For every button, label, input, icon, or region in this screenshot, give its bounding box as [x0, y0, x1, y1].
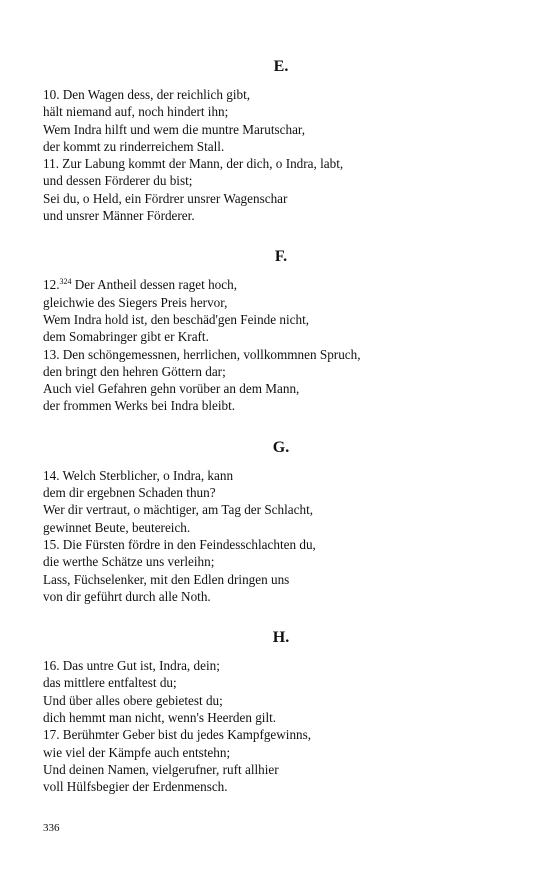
section-heading: E.	[273, 58, 289, 75]
verse-line: der kommt zu rinderreichem Stall.	[43, 138, 225, 154]
verse-line: wie viel der Kämpfe auch entstehn;	[43, 744, 231, 760]
verse-line: dem Somabringer gibt er Kraft.	[43, 329, 209, 345]
verse-line: gewinnet Beute, beutereich.	[43, 519, 191, 535]
verse-line: der frommen Werks bei Indra bleibt.	[43, 398, 236, 414]
verse-line: Auch viel Gefahren gehn vorüber an dem Mann,	[43, 381, 300, 397]
verse-line	[43, 276, 513, 293]
verse-line: 11. Zur Labung kommt der Mann, der dich, o Indra, labt,	[43, 156, 344, 172]
poem-page	[43, 56, 513, 818]
verse-line: 13. Den schöngemessnen, herrlichen, vollkommnen Spruch,	[43, 346, 361, 362]
verse-line: 15. Die Fürsten fördre in den Feindesschlachten du,	[43, 536, 316, 552]
verse-line: 10. Den Wagen dess, der reichlich gibt,	[43, 87, 251, 102]
verse-line: Lass, Füchselenker, mit den Edlen dringen uns	[43, 571, 290, 587]
verse-line: die werthe Schätze uns verleihn;	[43, 554, 215, 570]
verse-line: Und deinen Namen, vielgerufner, ruft allhier	[43, 761, 279, 777]
verse-line: voll Hülfsbegier der Erdenmensch.	[43, 779, 228, 795]
verse-line: dem dir ergebnen Schaden thun?	[43, 485, 216, 501]
verse-line: gleichwie des Siegers Preis hervor,	[43, 294, 228, 310]
verse-line: 16. Das untre Gut ist, Indra, dein;	[43, 658, 220, 674]
verse-line: hält niemand auf, noch hindert ihn;	[43, 104, 229, 120]
stanza	[43, 657, 513, 795]
verse-line: Wer dir vertraut, o mächtiger, am Tag der Schlacht,	[43, 502, 314, 518]
verse-line: dich hemmt man nicht, wenn's Heerden gilt.	[43, 710, 277, 726]
verse-line: Sei du, o Held, ein Fördrer unsrer Wagenschar	[43, 190, 288, 206]
section-h	[43, 627, 513, 795]
footnote-reference[interactable]: 324	[59, 277, 72, 287]
section-heading: G.	[272, 438, 290, 456]
verse-line: den bringt den hehren Göttern dar;	[43, 363, 226, 379]
section-g	[43, 437, 513, 605]
verse-line: Wem Indra hold ist, den beschäd'gen Feinde nicht,	[43, 311, 310, 327]
verse-text: Der Antheil dessen raget hoch,	[71, 277, 238, 293]
verse-line: 14. Welch Sterblicher, o Indra, kann	[43, 467, 234, 483]
verse-line: und dessen Förderer du bist;	[43, 173, 193, 189]
section-heading: F.	[274, 248, 288, 266]
verse-number: 12.	[43, 277, 60, 293]
stanza	[43, 86, 513, 224]
verse-line: Wem Indra hilft und wem die muntre Marutschar,	[43, 121, 306, 137]
stanza	[43, 467, 513, 605]
verse-line: und unsrer Männer Förderer.	[43, 208, 195, 224]
section-e	[43, 56, 513, 224]
stanza	[43, 276, 513, 414]
section-f	[43, 246, 513, 414]
verse-line: 17. Berühmter Geber bist du jedes Kampfgewinns,	[43, 727, 312, 743]
section-heading: H.	[272, 629, 290, 647]
verse-line: von dir geführt durch alle Noth.	[43, 588, 211, 604]
verse-line: Und über alles obere gebietest du;	[43, 692, 223, 708]
verse-line: das mittlere entfaltest du;	[43, 675, 177, 691]
page-number: 336	[43, 822, 60, 834]
